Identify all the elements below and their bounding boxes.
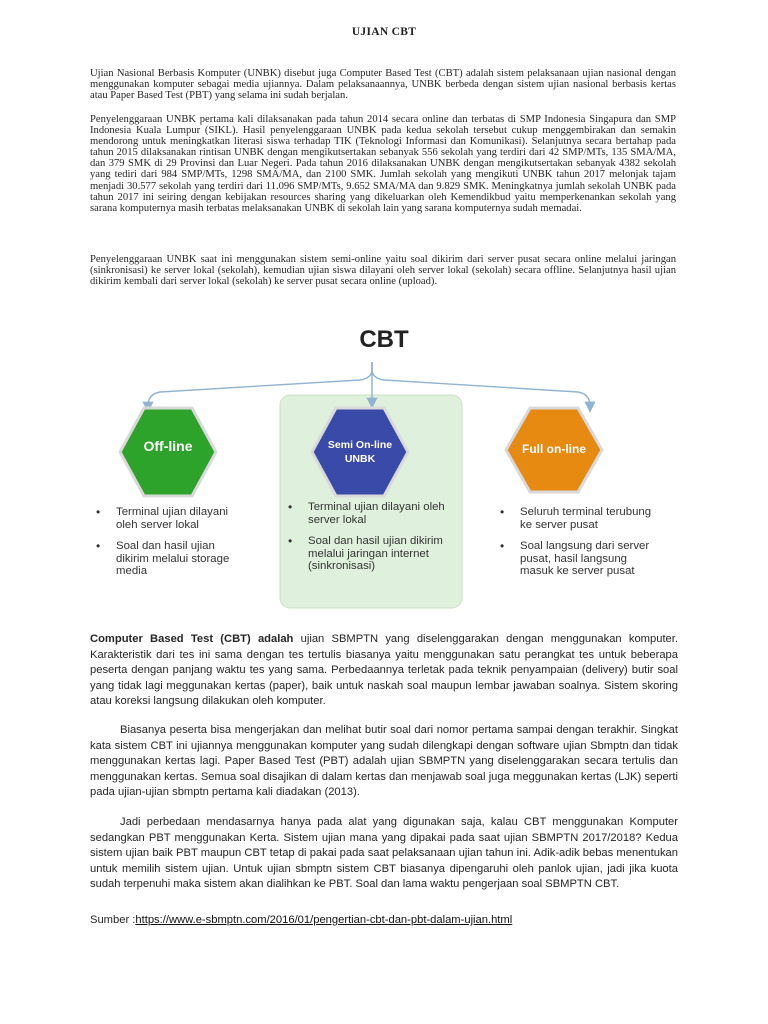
offline-bullet: • Terminal ujian dilayani oleh server lokal — [90, 506, 248, 531]
unbk-label: UNBK — [344, 453, 376, 465]
cbt-definition-paragraph — [90, 632, 678, 710]
diagram-title: CBT — [359, 326, 409, 353]
semi-online-paragraph: Penyelenggaraan UNBK saat ini menggunakan sistem semi-online yaitu soal dikirim dari server pusat secara online melalui jaringan (sinkronisasi) ke server lokal (sekolah), kemudian ujian siswa dilayani oleh server lokal (sekolah) secara offline. Selanjutnya hasil ujian dikirim kembali dari server lokal (sekolah) ke server pusat secara online (upload). — [90, 254, 676, 288]
offline-bullet: • Soal dan hasil ujian dikirim melalui storage media — [90, 540, 248, 578]
full-online-bullets — [494, 506, 660, 587]
offline-bullets — [90, 506, 248, 587]
semi-online-bullets — [282, 501, 452, 582]
offline-label: Off-line — [143, 438, 193, 454]
offline-hexagon — [120, 408, 216, 496]
pbt-paragraph: Biasanya peserta bisa mengerjakan dan melihat butir soal dari nomor pertama sampai dengan terakhir. Singkat kata sistem CBT ini ujiannya menggunakan komputer yang sudah dilengkapi dengan software ujian Sbmptn dan tidak menggunakan kertas lagi. Paper Based Test (PBT) adalah ujian SBMPTN yang diselenggarakan secara tertulis dan menggunakan kertas. Semua soal disajikan di dalam kertas dan menjawab soal juga meggunakan kertas (LJK) seperti pada ujian-ujian sbmptn pertama kali diadakan (2013). — [90, 724, 678, 799]
intro-paragraph: Ujian Nasional Berbasis Komputer (UNBK) disebut juga Computer Based Test (CBT) adalah sistem pelaksanaan ujian nasional dengan menggunakan komputer sebagai media ujiannya. Dalam pelaksanaannya, UNBK berbeda dengan sistem ujian nasional berbasis kertas atau Paper Based Test (PBT) yang selama ini sudah berjalan. — [90, 68, 676, 102]
source-line — [90, 914, 512, 926]
history-paragraph: Penyelenggaraan UNBK pertama kali dilaksanakan pada tahun 2014 secara online dan terbatas di SMP Indonesia Singapura dan SMP Indonesia Kuala Lumpur (SIKL). Hasil penyelenggaraan UNBK pada kedua sekolah tersebut cukup menggembirakan dan semakin mendorong untuk meningkatkan literasi siswa terhadap TIK (Teknologi Informasi dan Komunikasi). Selanjutnya secara bertahap pada tahun 2015 dilaksanakan rintisan UNBK dengan mengikutsertakan sebanyak 556 sekolah yang terdiri dari 42 SMP/MTs, 135 SMA/MA, dan 379 SMK di 29 Provinsi dan Luar Negeri. Pada tahun 2016 dilaksanakan UNBK dengan mengikutsertakan sebanyak 4382 sekolah yang tediri dari 984 SMP/MTs, 1298 SMA/MA, dan 2100 SMK. Jumlah sekolah yang mengikuti UNBK tahun 2017 melonjak tajam menjadi 30.577 sekolah yang terdiri dari 11.096 SMP/MTs, 9.652 SMA/MA dan 9.829 SMK. Meningkatnya jumlah sekolah UNBK pada tahun 2017 ini seiring dengan kebijakan resources sharing yang dikeluarkan oleh Kemendikbud yaitu memperkenankan sekolah yang sarana komputernya masih terbatas melaksanakan UNBK di sekolah lain yang sarana komputernya sudah memadai. — [90, 114, 676, 214]
cbt-definition-bold: Computer Based Test (CBT) adalah — [90, 633, 294, 645]
full-online-bullet: • Seluruh terminal terubung ke server pusat — [494, 506, 660, 531]
cbt-diagram — [90, 320, 678, 620]
full-online-bullet: • Soal langsung dari server pusat, hasil langsung masuk ke server pusat — [494, 540, 660, 578]
cbt-definition-text: ujian SBMPTN yang diselenggarakan dengan menggunakan komputer. Karakteristik dari tes ini sama dengan tes tertulis biasanya yaitu menggunakan satu perangkat tes untuk beberapa peserta dengan panjang waktu tes yang sama. Perbedaannya terletak pada teknik penyampaian (delivery) butir soal yang tidak lagi meggunakan kertas (paper), baik untuk naskah soal maupun lembar jawaban soalnya. Sistem skoring atau koreksi langsung dilakukan oleh komputer. — [90, 633, 678, 708]
full-online-label: Full on-line — [522, 442, 586, 456]
semi-online-label: Semi On-line — [327, 439, 393, 451]
source-label: Sumber : — [90, 914, 136, 926]
full-online-hexagon — [506, 408, 602, 492]
semi-online-bullet: • Terminal ujian dilayani oleh server lokal — [282, 501, 452, 526]
semi-online-bullet: • Soal dan hasil ujian dikirim melalui jaringan internet (sinkronisasi) — [282, 535, 452, 573]
document-title: UJIAN CBT — [351, 26, 417, 38]
difference-paragraph: Jadi perbedaan mendasarnya hanya pada alat yang digunakan saja, kalau CBT menggunakan Komputer sedangkan PBT menggunakan Kerta. Sistem ujian mana yang dipakai pada saat ujian SBMPTN 2017/2018? Kedua sistem ujian baik PBT maupun CBT tetap di pakai pada saat pelaksanaan ujian tahun ini. Adik-adik bebas menentukan untuk memilih sistem ujian. Untuk ujian sbmptn sistem CBT biasanya dipengaruhi oleh panlok ujian, jadi jika kuota sudah terpenuhi maka sistem akan dialihkan ke PBT. Soal dan lama waktu pengerjaan soal SBMPTN CBT. — [90, 816, 678, 891]
source-link[interactable]: https://www.e-sbmptn.com/2016/01/pengertian-cbt-dan-pbt-dalam-ujian.html — [135, 914, 513, 926]
